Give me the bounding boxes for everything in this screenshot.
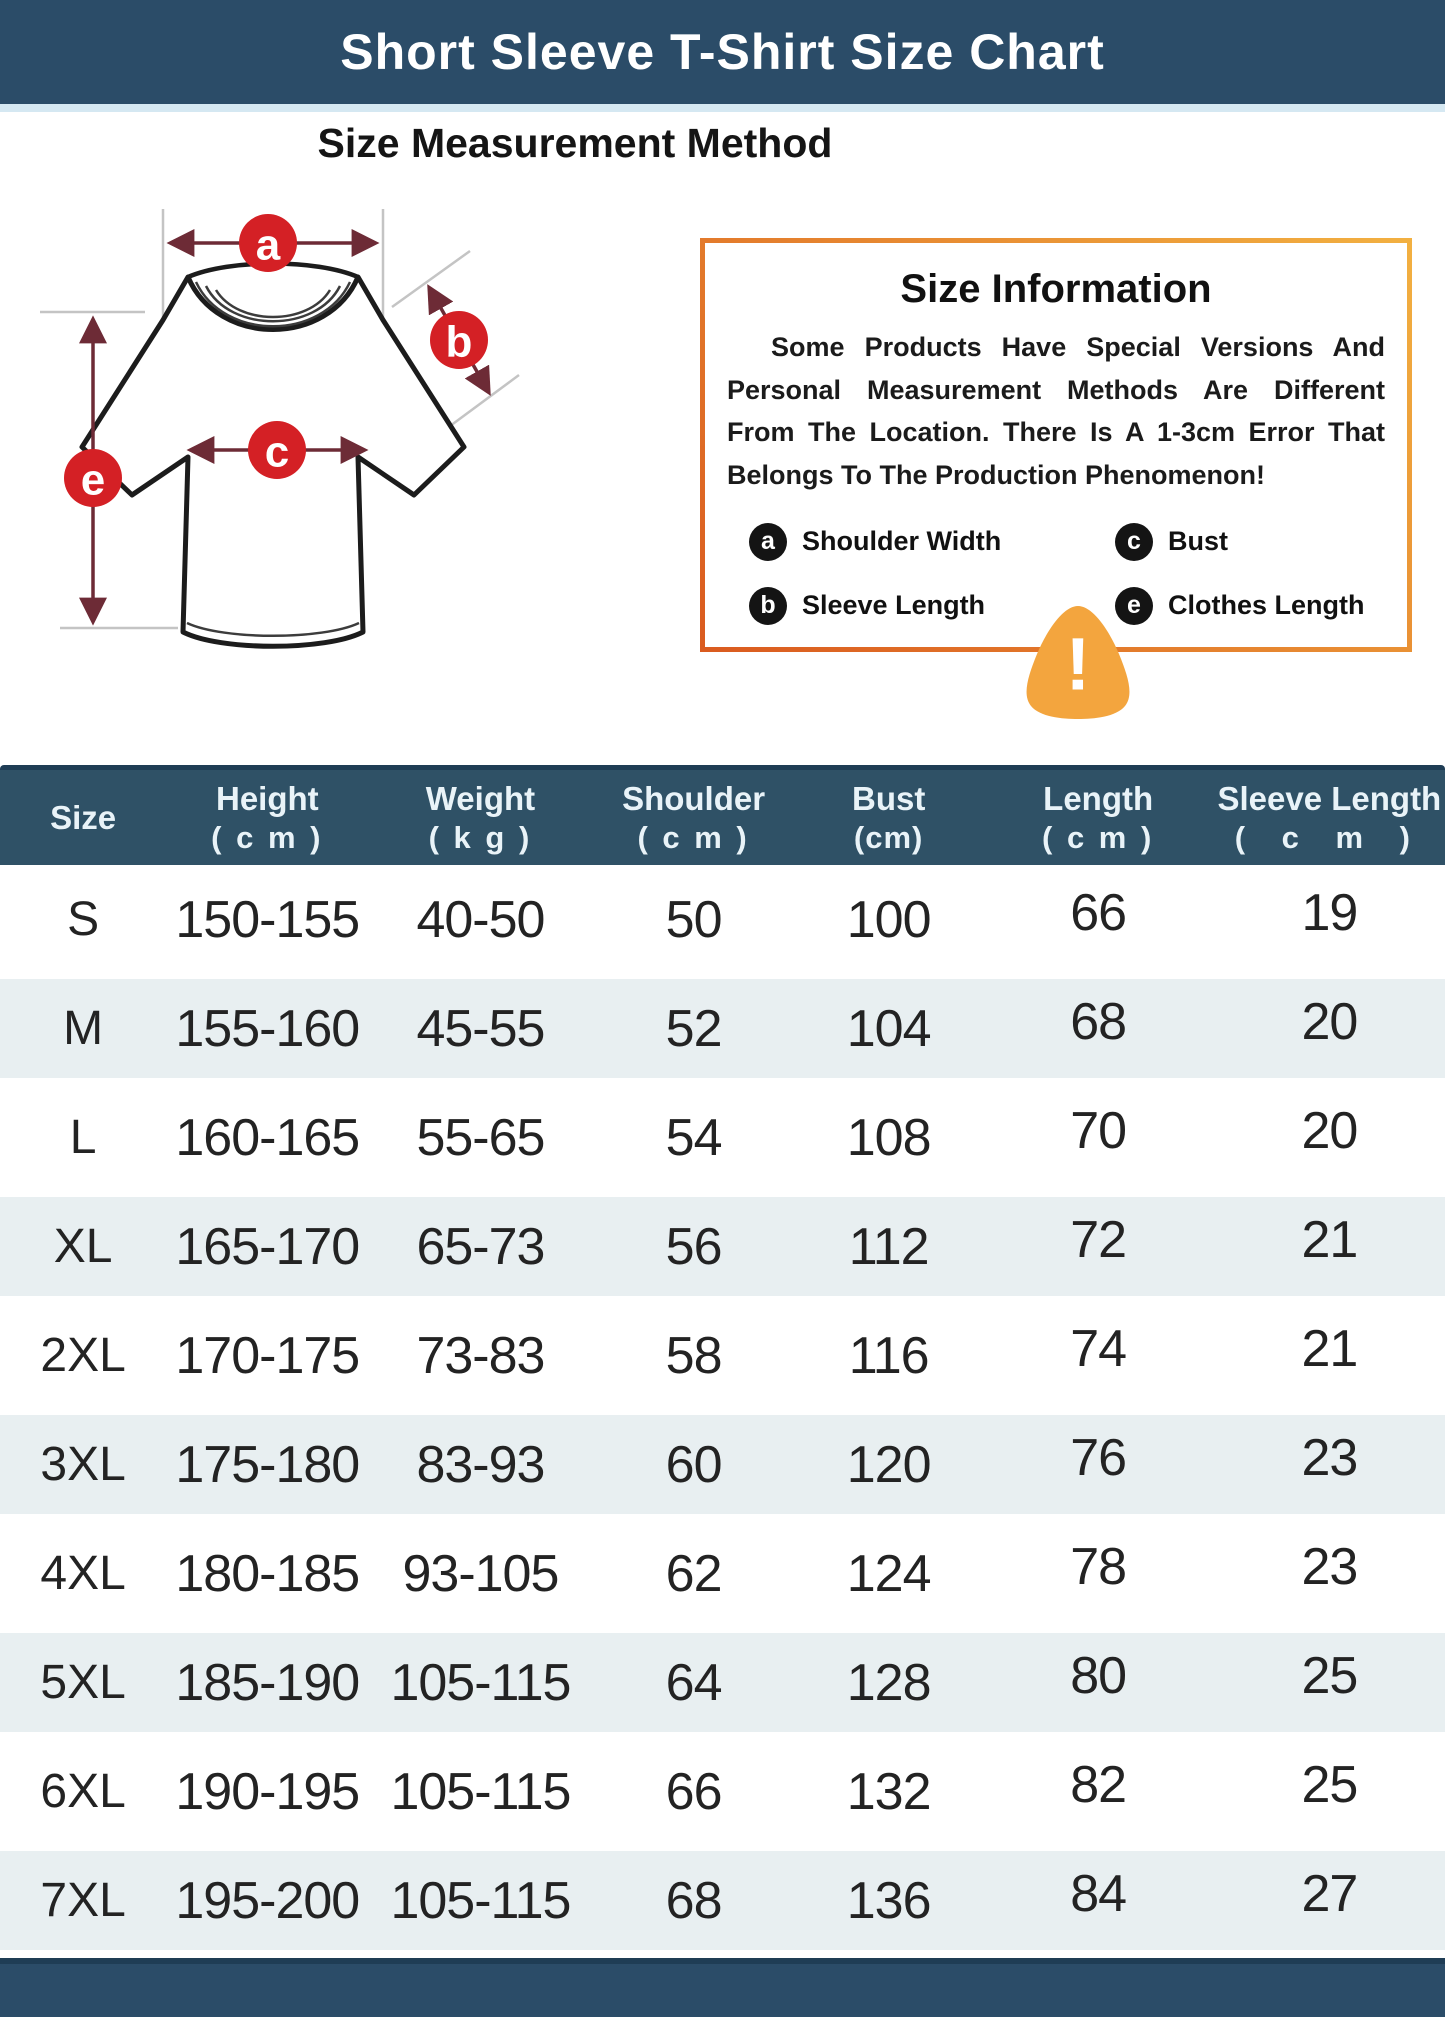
value-cell: 84 <box>1070 1864 1127 1923</box>
column-header-height: Height ( c m ) <box>211 779 324 855</box>
marker-c-badge <box>248 421 306 479</box>
marker-e-badge <box>64 449 122 507</box>
section-title: Size Measurement Method <box>317 120 833 166</box>
table-row <box>0 865 1445 974</box>
value-cell: 19 <box>1301 883 1358 942</box>
table-row <box>0 1192 1445 1301</box>
value-cell: 190-195 <box>175 1762 360 1821</box>
info-box-title: Size Information <box>900 267 1212 311</box>
value-cell: 155-160 <box>175 999 360 1058</box>
value-cell: 73-83 <box>416 1326 545 1385</box>
value-cell: 55-65 <box>416 1108 545 1167</box>
value-cell: 45-55 <box>416 999 545 1058</box>
value-cell: 64 <box>665 1653 722 1712</box>
svg-text:c: c <box>264 427 290 477</box>
value-cell: 56 <box>665 1217 722 1276</box>
value-cell: 21 <box>1301 1319 1358 1378</box>
value-cell: 105-115 <box>390 1653 571 1712</box>
value-cell: 128 <box>846 1653 931 1712</box>
legend-item <box>1115 587 1407 625</box>
measurement-section <box>0 112 1445 765</box>
legend-item <box>749 523 1115 561</box>
table-row <box>0 1519 1445 1628</box>
size-cell: S <box>67 893 100 946</box>
size-cell: 5XL <box>40 1656 126 1709</box>
size-cell: XL <box>53 1220 113 1273</box>
alert-badge <box>1020 598 1136 722</box>
value-cell: 82 <box>1070 1755 1127 1814</box>
column-header-weight: Weight ( k g ) <box>425 779 536 855</box>
page-header <box>0 0 1445 104</box>
value-cell: 27 <box>1301 1864 1358 1923</box>
value-cell: 66 <box>1070 883 1127 942</box>
page-footer <box>0 1958 1445 2017</box>
column-header-shoulder: Shoulder ( c m ) <box>622 779 766 855</box>
value-cell: 25 <box>1301 1755 1358 1814</box>
marker-e-legend-badge: e <box>1115 587 1153 625</box>
value-cell: 21 <box>1301 1210 1358 1269</box>
value-cell: 150-155 <box>175 890 360 949</box>
value-cell: 180-185 <box>175 1544 360 1603</box>
marker-a-legend-badge: a <box>749 523 787 561</box>
table-row <box>0 1628 1445 1737</box>
value-cell: 65-73 <box>416 1217 545 1276</box>
size-cell: 3XL <box>40 1438 126 1491</box>
value-cell: 105-115 <box>390 1871 571 1930</box>
svg-text:e: e <box>80 455 106 505</box>
legend-label: Bust <box>1168 526 1228 557</box>
marker-b-legend-badge: b <box>749 587 787 625</box>
size-cell: M <box>63 1002 104 1055</box>
value-cell: 68 <box>1070 992 1127 1051</box>
column-header-length: Length ( c m ) <box>1042 779 1155 855</box>
value-cell: 74 <box>1070 1319 1127 1378</box>
svg-text:!: ! <box>1065 622 1091 706</box>
legend-label: Shoulder Width <box>802 526 1002 557</box>
legend-item <box>1115 523 1407 561</box>
value-cell: 40-50 <box>416 890 545 949</box>
value-cell: 100 <box>846 890 931 949</box>
value-cell: 60 <box>665 1435 722 1494</box>
size-table <box>0 765 1445 1955</box>
value-cell: 170-175 <box>175 1326 360 1385</box>
column-header-sleeve-length: Sleeve Length ( c m ) <box>1217 779 1442 855</box>
marker-c-legend-badge: c <box>1115 523 1153 561</box>
value-cell: 62 <box>665 1544 722 1603</box>
value-cell: 195-200 <box>175 1871 360 1930</box>
value-cell: 116 <box>848 1326 929 1385</box>
exclamation-icon <box>1020 598 1136 722</box>
value-cell: 58 <box>665 1326 722 1385</box>
value-cell: 20 <box>1301 1101 1358 1160</box>
value-cell: 132 <box>846 1762 931 1821</box>
svg-text:b: b <box>445 317 473 367</box>
column-header-size: Size <box>50 798 117 836</box>
table-row <box>0 1410 1445 1519</box>
value-cell: 165-170 <box>175 1217 360 1276</box>
table-row <box>0 974 1445 1083</box>
size-table-body <box>0 865 1445 1955</box>
value-cell: 54 <box>665 1108 722 1167</box>
size-table-header-row <box>0 765 1445 865</box>
value-cell: 124 <box>846 1544 931 1603</box>
value-cell: 25 <box>1301 1646 1358 1705</box>
table-row <box>0 1846 1445 1955</box>
marker-b-badge <box>430 311 488 369</box>
value-cell: 93-105 <box>402 1544 559 1603</box>
marker-a-badge <box>239 214 297 272</box>
value-cell: 185-190 <box>175 1653 360 1712</box>
size-cell: L <box>69 1111 97 1164</box>
size-cell: 4XL <box>40 1547 126 1600</box>
value-cell: 175-180 <box>175 1435 360 1494</box>
value-cell: 76 <box>1070 1428 1127 1487</box>
value-cell: 104 <box>846 999 931 1058</box>
size-cell: 2XL <box>40 1329 126 1382</box>
legend-label: Clothes Length <box>1168 590 1365 621</box>
svg-text:a: a <box>255 220 281 270</box>
header-divider <box>0 104 1445 112</box>
info-box-body: Some Products Have Special Versions And Personal Measurement Methods Are Different From The Location. There Is A 1-3cm Error That Belongs To The Production Phenomenon! <box>727 332 1385 490</box>
value-cell: 80 <box>1070 1646 1127 1705</box>
value-cell: 70 <box>1070 1101 1127 1160</box>
value-cell: 68 <box>665 1871 722 1930</box>
column-header-bust: Bust (cm) <box>851 779 926 855</box>
legend-label: Sleeve Length <box>802 590 986 621</box>
value-cell: 78 <box>1070 1537 1127 1596</box>
page-title: Short Sleeve T-Shirt Size Chart <box>340 24 1105 80</box>
table-row <box>0 1301 1445 1410</box>
value-cell: 50 <box>665 890 722 949</box>
value-cell: 83-93 <box>416 1435 545 1494</box>
tshirt-measurement-diagram <box>20 195 520 655</box>
value-cell: 105-115 <box>390 1762 571 1821</box>
size-cell: 6XL <box>40 1765 126 1818</box>
value-cell: 108 <box>846 1108 931 1167</box>
value-cell: 160-165 <box>175 1108 360 1167</box>
value-cell: 112 <box>848 1217 929 1276</box>
value-cell: 66 <box>665 1762 722 1821</box>
size-information-box <box>700 238 1412 652</box>
value-cell: 23 <box>1301 1428 1358 1487</box>
value-cell: 120 <box>846 1435 931 1494</box>
value-cell: 20 <box>1301 992 1358 1051</box>
value-cell: 52 <box>665 999 722 1058</box>
table-row <box>0 1083 1445 1192</box>
table-row <box>0 1737 1445 1846</box>
value-cell: 136 <box>846 1871 931 1930</box>
value-cell: 72 <box>1070 1210 1127 1269</box>
size-cell: 7XL <box>40 1874 126 1927</box>
value-cell: 23 <box>1301 1537 1358 1596</box>
